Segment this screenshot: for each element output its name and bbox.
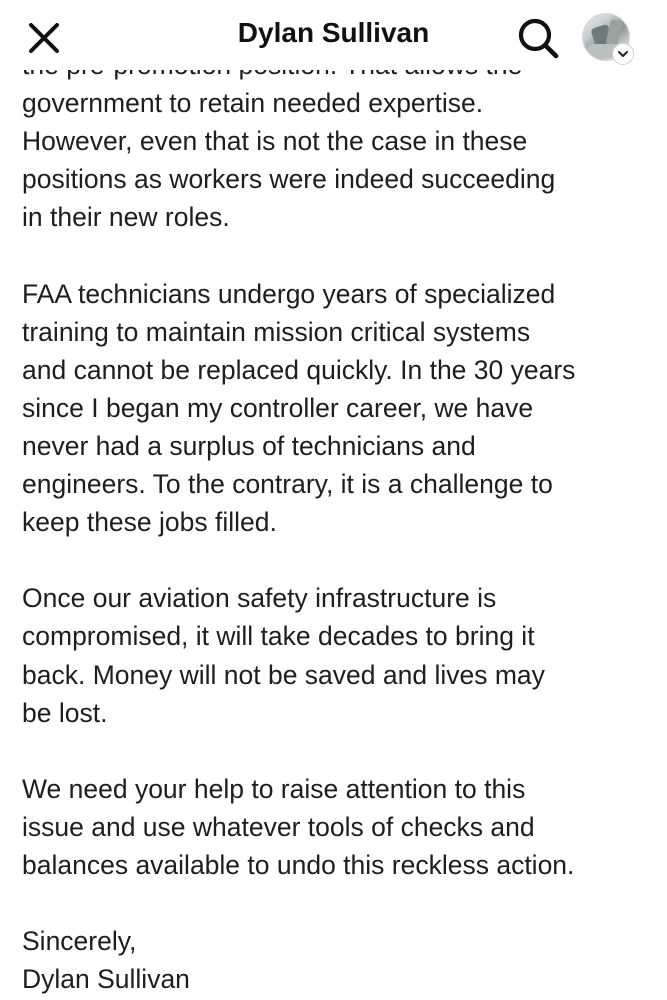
avatar-chevron-badge xyxy=(612,43,634,65)
close-button[interactable] xyxy=(24,18,64,58)
close-icon xyxy=(24,18,64,58)
closing-line: Sincerely, xyxy=(22,926,137,957)
post-body xyxy=(22,46,652,998)
page-title: Dylan Sullivan xyxy=(237,17,430,48)
post-paragraph: government to retain needed expertise. However, even that is not the case in these positions as workers were indeed succeeding in their new roles. xyxy=(22,88,556,233)
profile-avatar-button[interactable] xyxy=(582,13,632,63)
post-paragraph: We need your help to raise attention to this issue and use whatever tools of checks and balances available to undo this reckless action. xyxy=(22,773,575,880)
signature-line: Dylan Sullivan xyxy=(22,964,190,995)
post-paragraph: FAA technicians undergo years of specialized training to maintain mission critical systems and cannot be replaced quickly. In the 30 years since I began my controller career, we have never had a surplus of technicians and engineers. To the contrary, it is a challenge to keep these jobs filled. xyxy=(22,278,576,538)
search-icon xyxy=(516,16,562,62)
search-button[interactable] xyxy=(516,16,562,62)
chevron-down-icon xyxy=(613,44,633,64)
top-bar xyxy=(0,0,667,70)
post-paragraph: Once our aviation safety infrastructure is compromised, it will take decades to bring it back. Money will not be saved and lives may be lost. xyxy=(22,583,545,728)
